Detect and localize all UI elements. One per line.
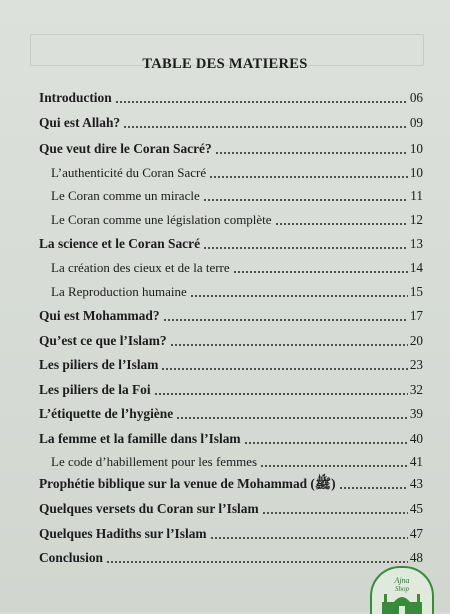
- toc-entry-label: Le code d’habillement pour les femmes: [51, 454, 258, 469]
- dot-leader: [123, 126, 408, 128]
- toc-entry-introduction[interactable]: [39, 88, 423, 106]
- toc-page-number: 23: [409, 357, 423, 372]
- dot-leader: [215, 152, 408, 154]
- toc-entry-label: Introduction: [39, 90, 112, 105]
- toc-entry-label: Qu’est ce que l’Islam?: [39, 333, 167, 348]
- toc-subentry-legislation[interactable]: [51, 210, 423, 228]
- toc-page-number: 10: [409, 165, 423, 180]
- toc-page-number: 32: [409, 382, 423, 397]
- dot-leader: [339, 487, 408, 489]
- dot-leader: [275, 223, 408, 225]
- dot-leader: [176, 417, 408, 419]
- svg-text:Shop: Shop: [395, 585, 409, 593]
- svg-text:Ajna: Ajna: [394, 576, 410, 585]
- toc-page-number: 48: [409, 550, 423, 565]
- toc-entry-piliers-foi[interactable]: [39, 380, 423, 398]
- toc-entry-label: Conclusion: [39, 550, 103, 565]
- toc-page-number: 11: [410, 188, 423, 203]
- toc-entry-label: Quelques Hadiths sur l’Islam: [39, 526, 207, 541]
- toc-entry-label: Les piliers de l’Islam: [39, 357, 159, 372]
- toc-page-number: 10: [409, 141, 423, 156]
- dot-leader: [262, 512, 408, 514]
- toc-page-number: 40: [409, 431, 423, 446]
- toc-entry-islam[interactable]: [39, 331, 423, 349]
- toc-entry-label: Qui est Allah?: [39, 115, 121, 130]
- toc-subentry-miracle[interactable]: [51, 186, 423, 204]
- toc-entry-label: L’authenticité du Coran Sacré: [51, 165, 207, 180]
- toc-page-number: 43: [409, 476, 423, 491]
- toc-entry-mohammad[interactable]: [39, 306, 423, 324]
- toc-page-number: 13: [409, 236, 423, 251]
- dot-leader: [154, 393, 408, 395]
- toc-entry-label: La femme et la famille dans l’Islam: [39, 431, 241, 446]
- dot-leader: [163, 319, 408, 321]
- toc-subentry-creation[interactable]: [51, 258, 423, 276]
- dot-leader: [233, 271, 408, 273]
- toc-page-number: 12: [409, 212, 423, 227]
- toc-page-number: 17: [409, 308, 423, 323]
- toc-entry-label: Les piliers de la Foi: [39, 382, 151, 397]
- toc-subentry-authenticite[interactable]: [51, 163, 423, 181]
- toc-entry-label: Prophétie biblique sur la venue de Mohammad (ﷺ): [39, 476, 336, 491]
- toc-entry-label: Que veut dire le Coran Sacré?: [39, 141, 212, 156]
- toc-page-number: 14: [409, 260, 423, 275]
- dot-leader: [209, 176, 408, 178]
- toc-entry-hadiths[interactable]: [39, 524, 423, 542]
- toc-entry-label: La Reproduction humaine: [51, 284, 187, 299]
- toc-entry-femme-famille[interactable]: [39, 429, 423, 447]
- dot-leader: [170, 344, 408, 346]
- toc-entry-hygiene[interactable]: [39, 404, 423, 422]
- toc-page-number: 09: [409, 115, 423, 130]
- page-title: TABLE DES MATIERES: [142, 56, 308, 72]
- toc-entry-prophetie[interactable]: [39, 474, 423, 492]
- toc-entry-label: L’étiquette de l’hygiène: [39, 406, 174, 421]
- toc-entry-label: Quelques versets du Coran sur l’Islam: [39, 501, 259, 516]
- toc-page-number: 20: [409, 333, 423, 348]
- toc-subentry-habillement[interactable]: [51, 452, 423, 470]
- toc-entry-science[interactable]: [39, 234, 423, 252]
- mosque-logo-icon: [370, 566, 434, 614]
- dot-leader: [115, 101, 408, 103]
- toc-entry-conclusion[interactable]: [39, 548, 423, 566]
- toc-page-number: 47: [409, 526, 423, 541]
- dot-leader: [210, 537, 408, 539]
- dot-leader: [106, 561, 408, 563]
- toc-subentry-reproduction[interactable]: [51, 282, 423, 300]
- dot-leader: [244, 442, 408, 444]
- toc-entry-piliers-islam[interactable]: [39, 355, 423, 373]
- dot-leader: [203, 247, 408, 249]
- toc-entry-label: La création des cieux et de la terre: [51, 260, 230, 275]
- dot-leader: [203, 199, 409, 201]
- toc-page-number: 41: [409, 454, 423, 469]
- toc-entry-label: Le Coran comme un miracle: [51, 188, 200, 203]
- toc-page-number: 45: [409, 501, 423, 516]
- toc-entry-versets[interactable]: [39, 499, 423, 517]
- toc-page-number: 06: [409, 90, 423, 105]
- toc-page-number: 39: [409, 406, 423, 421]
- toc-entry-label: La science et le Coran Sacré: [39, 236, 201, 251]
- dot-leader: [190, 295, 408, 297]
- toc-page-number: 15: [409, 284, 423, 299]
- toc-entry-coran-sacre[interactable]: [39, 139, 423, 157]
- dot-leader: [260, 465, 408, 467]
- toc-entry-qui-est-allah[interactable]: [39, 113, 423, 131]
- dot-leader: [161, 368, 407, 370]
- toc-entry-label: Le Coran comme une législation complète: [51, 212, 272, 227]
- toc-entry-label: Qui est Mohammad?: [39, 308, 160, 323]
